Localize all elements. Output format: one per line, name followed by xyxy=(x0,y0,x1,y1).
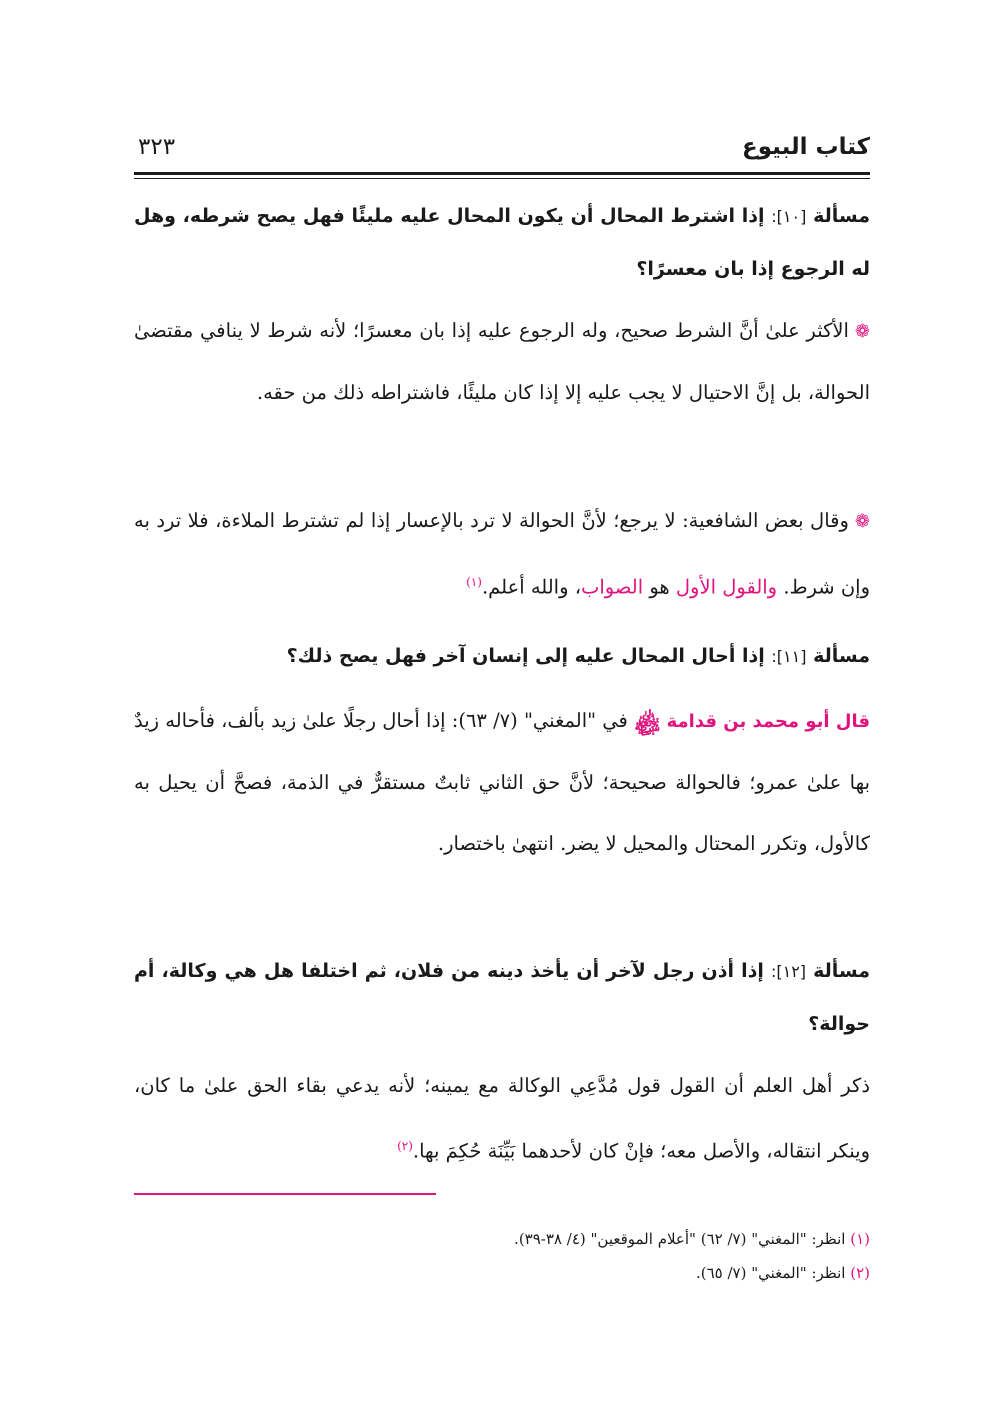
question-11 xyxy=(134,630,870,683)
question-number: [١٠]: xyxy=(771,207,807,226)
footnote-number: (١) xyxy=(850,1230,870,1248)
question-label: مسألة xyxy=(813,645,870,667)
footnote-text: انظر: "المغني" (٧/ ٦٥). xyxy=(695,1264,846,1282)
highlight-correct: الصواب xyxy=(581,575,644,599)
answer-paragraph-2 xyxy=(134,490,870,618)
footnote-ref-1[interactable]: (١) xyxy=(466,575,482,589)
footnotes xyxy=(134,1222,870,1290)
page-number: ٣٢٣ xyxy=(138,134,176,160)
question-text: إذا أذن رجل لآخر أن يأخذ دينه من فلان، ثم اختلفا هل هي وكالة، أم حوالة؟ xyxy=(134,960,870,1035)
book-page xyxy=(134,0,870,1418)
paragraph-text-end: ، والله أعلم. xyxy=(481,575,581,599)
paragraph-text-mid: هو xyxy=(649,575,670,599)
paragraph-text: الأكثر علىٰ أنَّ الشرط صحيح، وله الرجوع عليه إذا بان معسرًا؛ لأنه شرط لا ينافي مقتضىٰ الحوالة، بل إنَّ الاحتيال لا يجب عليه إلا إذا كان مليئًا، فاشتراطه ذلك من حقه. xyxy=(134,319,870,404)
answer-paragraph-3 xyxy=(134,690,870,874)
footnote-2 xyxy=(134,1256,870,1290)
footnote-separator xyxy=(134,1193,436,1195)
question-label: مسألة xyxy=(813,205,870,227)
question-10 xyxy=(134,190,870,295)
question-number: [١١]: xyxy=(771,647,807,666)
question-number: [١٢]: xyxy=(770,962,807,981)
footnote-ref-2[interactable]: (٢) xyxy=(397,1139,413,1153)
paragraph-text: ذكر أهل العلم أن القول قول مُدَّعِي الوكالة مع يمينه؛ لأنه يدعي بقاء الحق علىٰ ما كان، وينكر انتقاله، والأصل معه؛ فإنْ كان لأحدهما بَيِّنَة حُكِمَ بها. xyxy=(134,1074,870,1163)
answer-paragraph-1 xyxy=(134,300,870,423)
paragraph-text: وقال بعض الشافعية: لا يرجع؛ لأنَّ الحوالة لا ترد بالإعسار إذا لم تشترط الملاءة، فلا ترد به وإن شرط. xyxy=(134,509,870,599)
question-12 xyxy=(134,945,870,1050)
header-rule-thin xyxy=(134,178,870,179)
quoted-author: قال أبو محمد بن قدامة ﷾ xyxy=(634,711,870,732)
page-header xyxy=(134,120,870,170)
paragraph-text: في "المغني" (٧/ ٦٣): إذا أحال رجلًا علىٰ زيد بألف، فأحاله زيدٌ بها علىٰ عمرو؛ فالحوالة صحيحة؛ لأنَّ حق الثاني ثابتٌ مستقرٌّ في الذمة، فصحَّ أن يحيل به كالأول، وتكرر المحتال والمحيل لا يضر. انتهىٰ باختصار. xyxy=(134,709,870,855)
header-rule xyxy=(134,172,870,175)
footnote-1 xyxy=(134,1222,870,1256)
answer-paragraph-4 xyxy=(134,1055,870,1182)
flower-bullet-icon: ❁ xyxy=(854,511,870,532)
running-title: كتاب البيوع xyxy=(742,134,870,160)
highlight-first-opinion: والقول الأول xyxy=(675,575,778,599)
footnote-text: انظر: "المغني" (٧/ ٦٢) "أعلام الموقعين" (٤/ ٣٨-٣٩). xyxy=(514,1230,846,1248)
question-text: إذا اشترط المحال أن يكون المحال عليه مليئًا فهل يصح شرطه، وهل له الرجوع إذا بان معسرًا؟ xyxy=(134,205,870,280)
question-label: مسألة xyxy=(813,960,870,982)
footnote-number: (٢) xyxy=(850,1264,870,1282)
question-text: إذا أحال المحال عليه إلى إنسان آخر فهل يصح ذلك؟ xyxy=(286,645,765,667)
flower-bullet-icon: ❁ xyxy=(854,321,870,342)
